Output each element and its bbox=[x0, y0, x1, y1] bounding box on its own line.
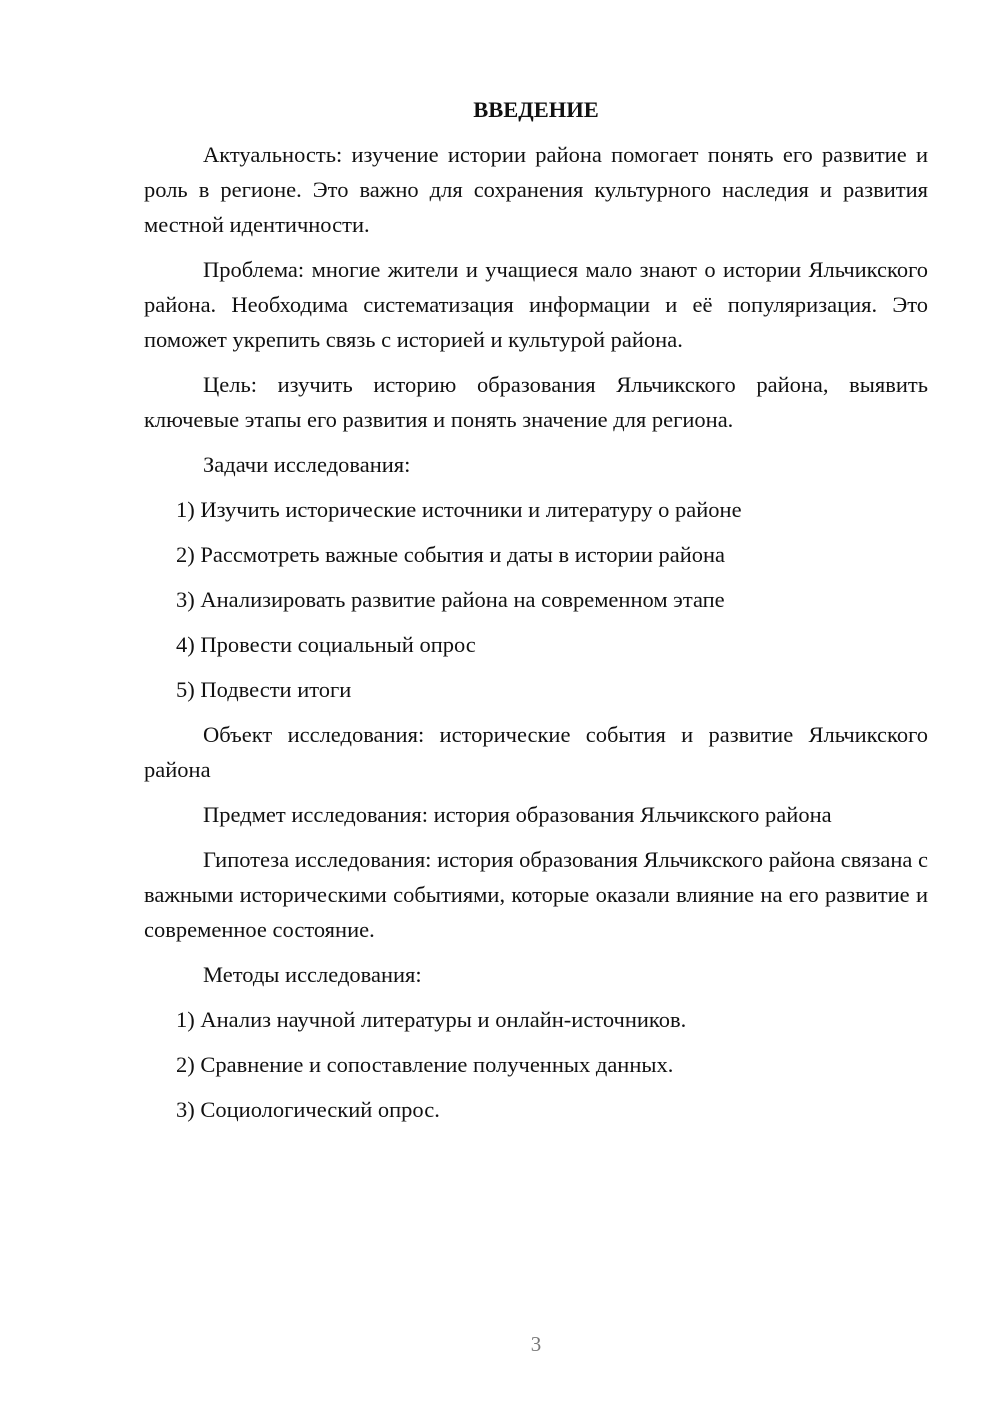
object-paragraph: Объект исследования: исторические события и развитие Яльчикского района bbox=[144, 722, 928, 782]
hypothesis-paragraph: Гипотеза исследования: история образования Яльчикского района связана с важными историческими событиями, которые оказали влияние на его развитие и современное состояние. bbox=[144, 847, 928, 942]
problem-paragraph: Проблема: многие жители и учащиеся мало знают о истории Яльчикского района. Необходима систематизация информации и её популяризация. Это поможет укрепить связь с историей и культурой района. bbox=[144, 257, 928, 352]
page-number: 3 bbox=[530, 1332, 542, 1356]
list-item: 1) Изучить исторические источники и литературу о районе bbox=[176, 497, 742, 522]
list-item: 4) Провести социальный опрос bbox=[176, 632, 476, 657]
subject-paragraph: Предмет исследования: история образования Яльчикского района bbox=[203, 802, 832, 827]
methods-list bbox=[144, 1002, 928, 1127]
relevance-paragraph: Актуальность: изучение истории района помогает понять его развитие и роль в регионе. Это важно для сохранения культурного наследия и развития местной идентичности. bbox=[144, 142, 928, 237]
goal-paragraph: Цель: изучить историю образования Яльчикского района, выявить ключевые этапы его развития и понять значение для региона. bbox=[144, 372, 928, 432]
list-item: 3) Анализировать развитие района на современном этапе bbox=[176, 587, 725, 612]
list-item: 1) Анализ научной литературы и онлайн-источников. bbox=[176, 1007, 687, 1032]
tasks-list bbox=[144, 492, 928, 707]
list-item: 5) Подвести итоги bbox=[176, 677, 352, 702]
list-item: 2) Рассмотреть важные события и даты в истории района bbox=[176, 542, 726, 567]
list-item: 3) Социологический опрос. bbox=[176, 1097, 440, 1122]
page-title: ВВЕДЕНИЕ bbox=[473, 97, 599, 122]
methods-heading: Методы исследования: bbox=[203, 962, 422, 987]
tasks-heading: Задачи исследования: bbox=[203, 452, 411, 477]
list-item: 2) Сравнение и сопоставление полученных данных. bbox=[176, 1052, 674, 1077]
document-page bbox=[144, 92, 928, 1137]
